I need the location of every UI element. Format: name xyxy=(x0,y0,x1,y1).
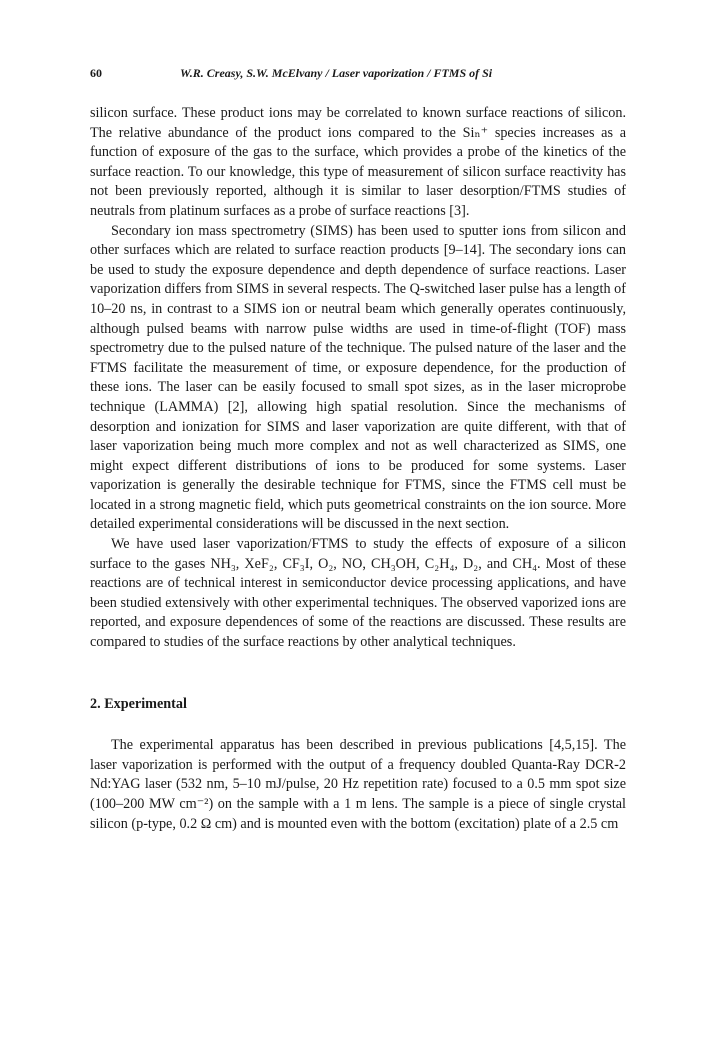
paragraph-gases: We have used laser vaporization/FTMS to study the effects of exposure of a silicon surface to the gases NH₃, XeF₂, CF₃I, O₂, NO, CH₃OH, C₂H₄, D₂, and CH₄. Most of these reactions are of technical interest in semiconductor device processing applications, and have been studied extensively with other experimental techniques. The observed vaporized ions are reported, and exposure dependences of some of the reactions are discussed. These results are compared to studies of the surface reactions by other analytical techniques. xyxy=(90,536,626,651)
paragraph-intro-continued: silicon surface. These product ions may be correlated to known surface reactions of silicon. The relative abundance of the product ions compared to the Siₙ⁺ species increases as a function of exposure of the gas to the surface, which provides a probe of the kinetics of the surface reaction. To our knowledge, this type of measurement of silicon surface reactivity has not been previously reported, although it is similar to laser desorption/FTMS studies of neutrals from platinum surfaces as a probe of surface reactions [3]. xyxy=(90,105,626,219)
paragraph-sims: Secondary ion mass spectrometry (SIMS) has been used to sputter ions from silicon and other surfaces which are related to surface reaction products [9–14]. The secondary ions can be used to study the exposure dependence and depth dependence of surface reactions. Laser vaporization differs from SIMS in several respects. The Q-switched laser pulse has a length of 10–20 ns, in contrast to a SIMS ion or neutral beam which generally operates continuously, although pulsed beams with narrow pulse widths are used in time-of-flight (TOF) mass spectrometry due to the pulsed nature of the technique. The pulsed nature of the laser and the FTMS facilitate the measurement of time, or exposure dependence, for the production of these ions. The laser can be easily focused to small spot sizes, as in the laser microprobe technique (LAMMA) [2], allowing high spatial resolution. Since the mechanisms of desorption and ionization for SIMS and laser vaporization are quite different, with that of laser vaporization being much more complex and not as well characterized as SIMS, one might expect different distributions of ions to be produced for some systems. Laser vaporization is generally the desirable technique for FTMS, since the FTMS cell must be located in a strong magnetic field, which puts geometrical constraints on the ion source. More detailed experimental considerations will be discussed in the next section. xyxy=(90,222,626,533)
page xyxy=(90,66,626,834)
section-heading: 2. Experimental xyxy=(90,695,187,712)
running-title: W.R. Creasy, S.W. McElvany / Laser vaporization / FTMS of Si xyxy=(180,66,493,80)
paragraph-experimental: The experimental apparatus has been described in previous publications [4,5,15]. The laser vaporization is performed with the output of a frequency doubled Quanta-Ray DCR-2 Nd:YAG laser (532 nm, 5–10 mJ/pulse, 20 Hz repetition rate) focused to a 0.5 mm spot size (100–200 MW cm⁻²) on the sample with a 1 m lens. The sample is a piece of single crystal silicon (p-type, 0.2 Ω cm) and is mounted even with the bottom (excitation) plate of a 2.5 cm xyxy=(90,737,626,832)
page-number: 60 xyxy=(90,66,102,80)
running-head xyxy=(90,66,626,86)
